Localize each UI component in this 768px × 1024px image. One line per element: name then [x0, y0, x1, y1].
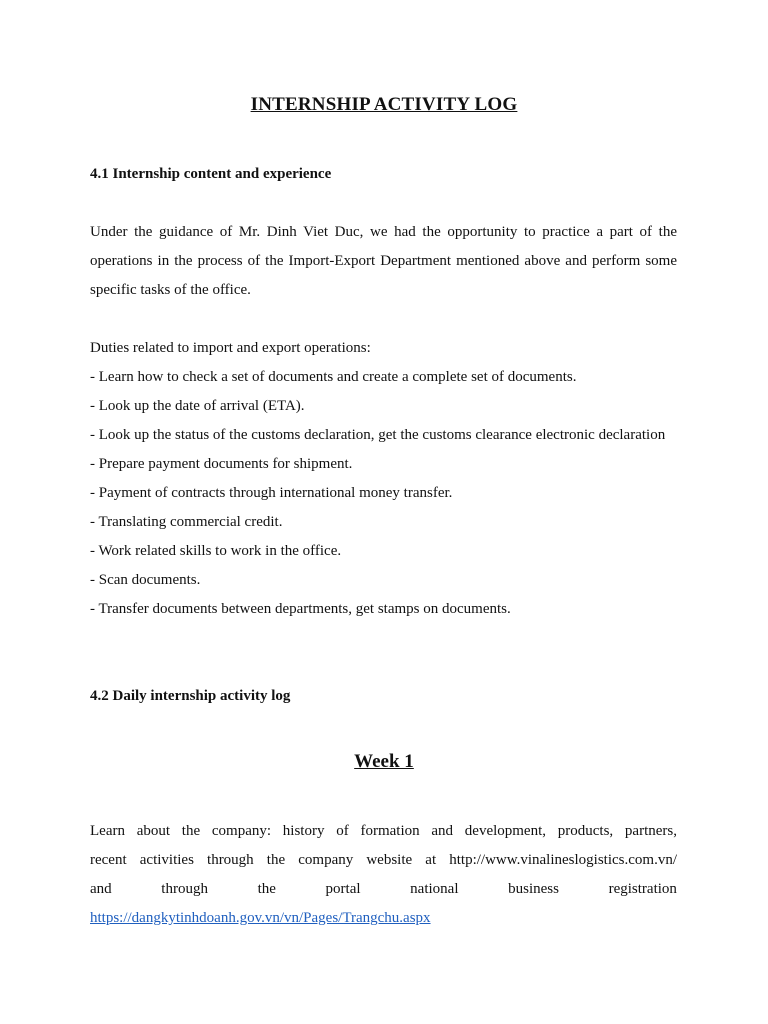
week-line-2: [90, 846, 677, 875]
week-line-3-word: national: [410, 881, 459, 897]
week-line-1-text: Learn about the company: history of formation and development, products, partners,: [90, 823, 677, 839]
week-title: Week 1: [354, 751, 414, 772]
intro-paragraph: Under the guidance of Mr. Dinh Viet Duc, we had the opportunity to practice a part of the operations in the process of the Import-Export Department mentioned above and perform some specific tasks of the office.: [90, 224, 677, 298]
section-heading-4-2: 4.2 Daily internship activity log: [90, 688, 291, 704]
week-line-2-text: recent activities through the company website at http://www.vinalineslogistics.com.vn/: [90, 852, 677, 868]
week-line-3-word: portal: [325, 881, 361, 897]
week-line-1: [90, 817, 677, 846]
week-paragraph: [90, 817, 677, 933]
week-line-3-word: the: [257, 881, 276, 897]
week-line-4: [90, 904, 677, 933]
week-line-3: [90, 875, 677, 904]
duty-item: - Look up the status of the customs declaration, get the customs clearance electronic declaration: [90, 427, 666, 443]
duty-item: - Transfer documents between departments, get stamps on documents.: [90, 601, 511, 617]
week-line-3-word: registration: [608, 881, 677, 897]
duty-item: - Prepare payment documents for shipment.: [90, 456, 353, 472]
registration-portal-link[interactable]: https://dangkytinhdoanh.gov.vn/vn/Pages/Trangchu.aspx: [90, 910, 431, 926]
document-title: INTERNSHIP ACTIVITY LOG: [250, 94, 518, 115]
duty-item: - Translating commercial credit.: [90, 514, 283, 530]
duties-lead: Duties related to import and export operations:: [90, 340, 371, 356]
week-line-3-word: through: [161, 881, 208, 897]
duties-list: [90, 334, 677, 624]
section-heading-4-1: 4.1 Internship content and experience: [90, 166, 332, 182]
duty-item: - Learn how to check a set of documents and create a complete set of documents.: [90, 369, 577, 385]
duty-item: - Payment of contracts through international money transfer.: [90, 485, 453, 501]
duty-item: - Work related skills to work in the office.: [90, 543, 342, 559]
duty-item: - Scan documents.: [90, 572, 201, 588]
week-line-3-word: business: [508, 881, 559, 897]
week-line-3-word: and: [90, 881, 112, 897]
duty-item: - Look up the date of arrival (ETA).: [90, 398, 305, 414]
